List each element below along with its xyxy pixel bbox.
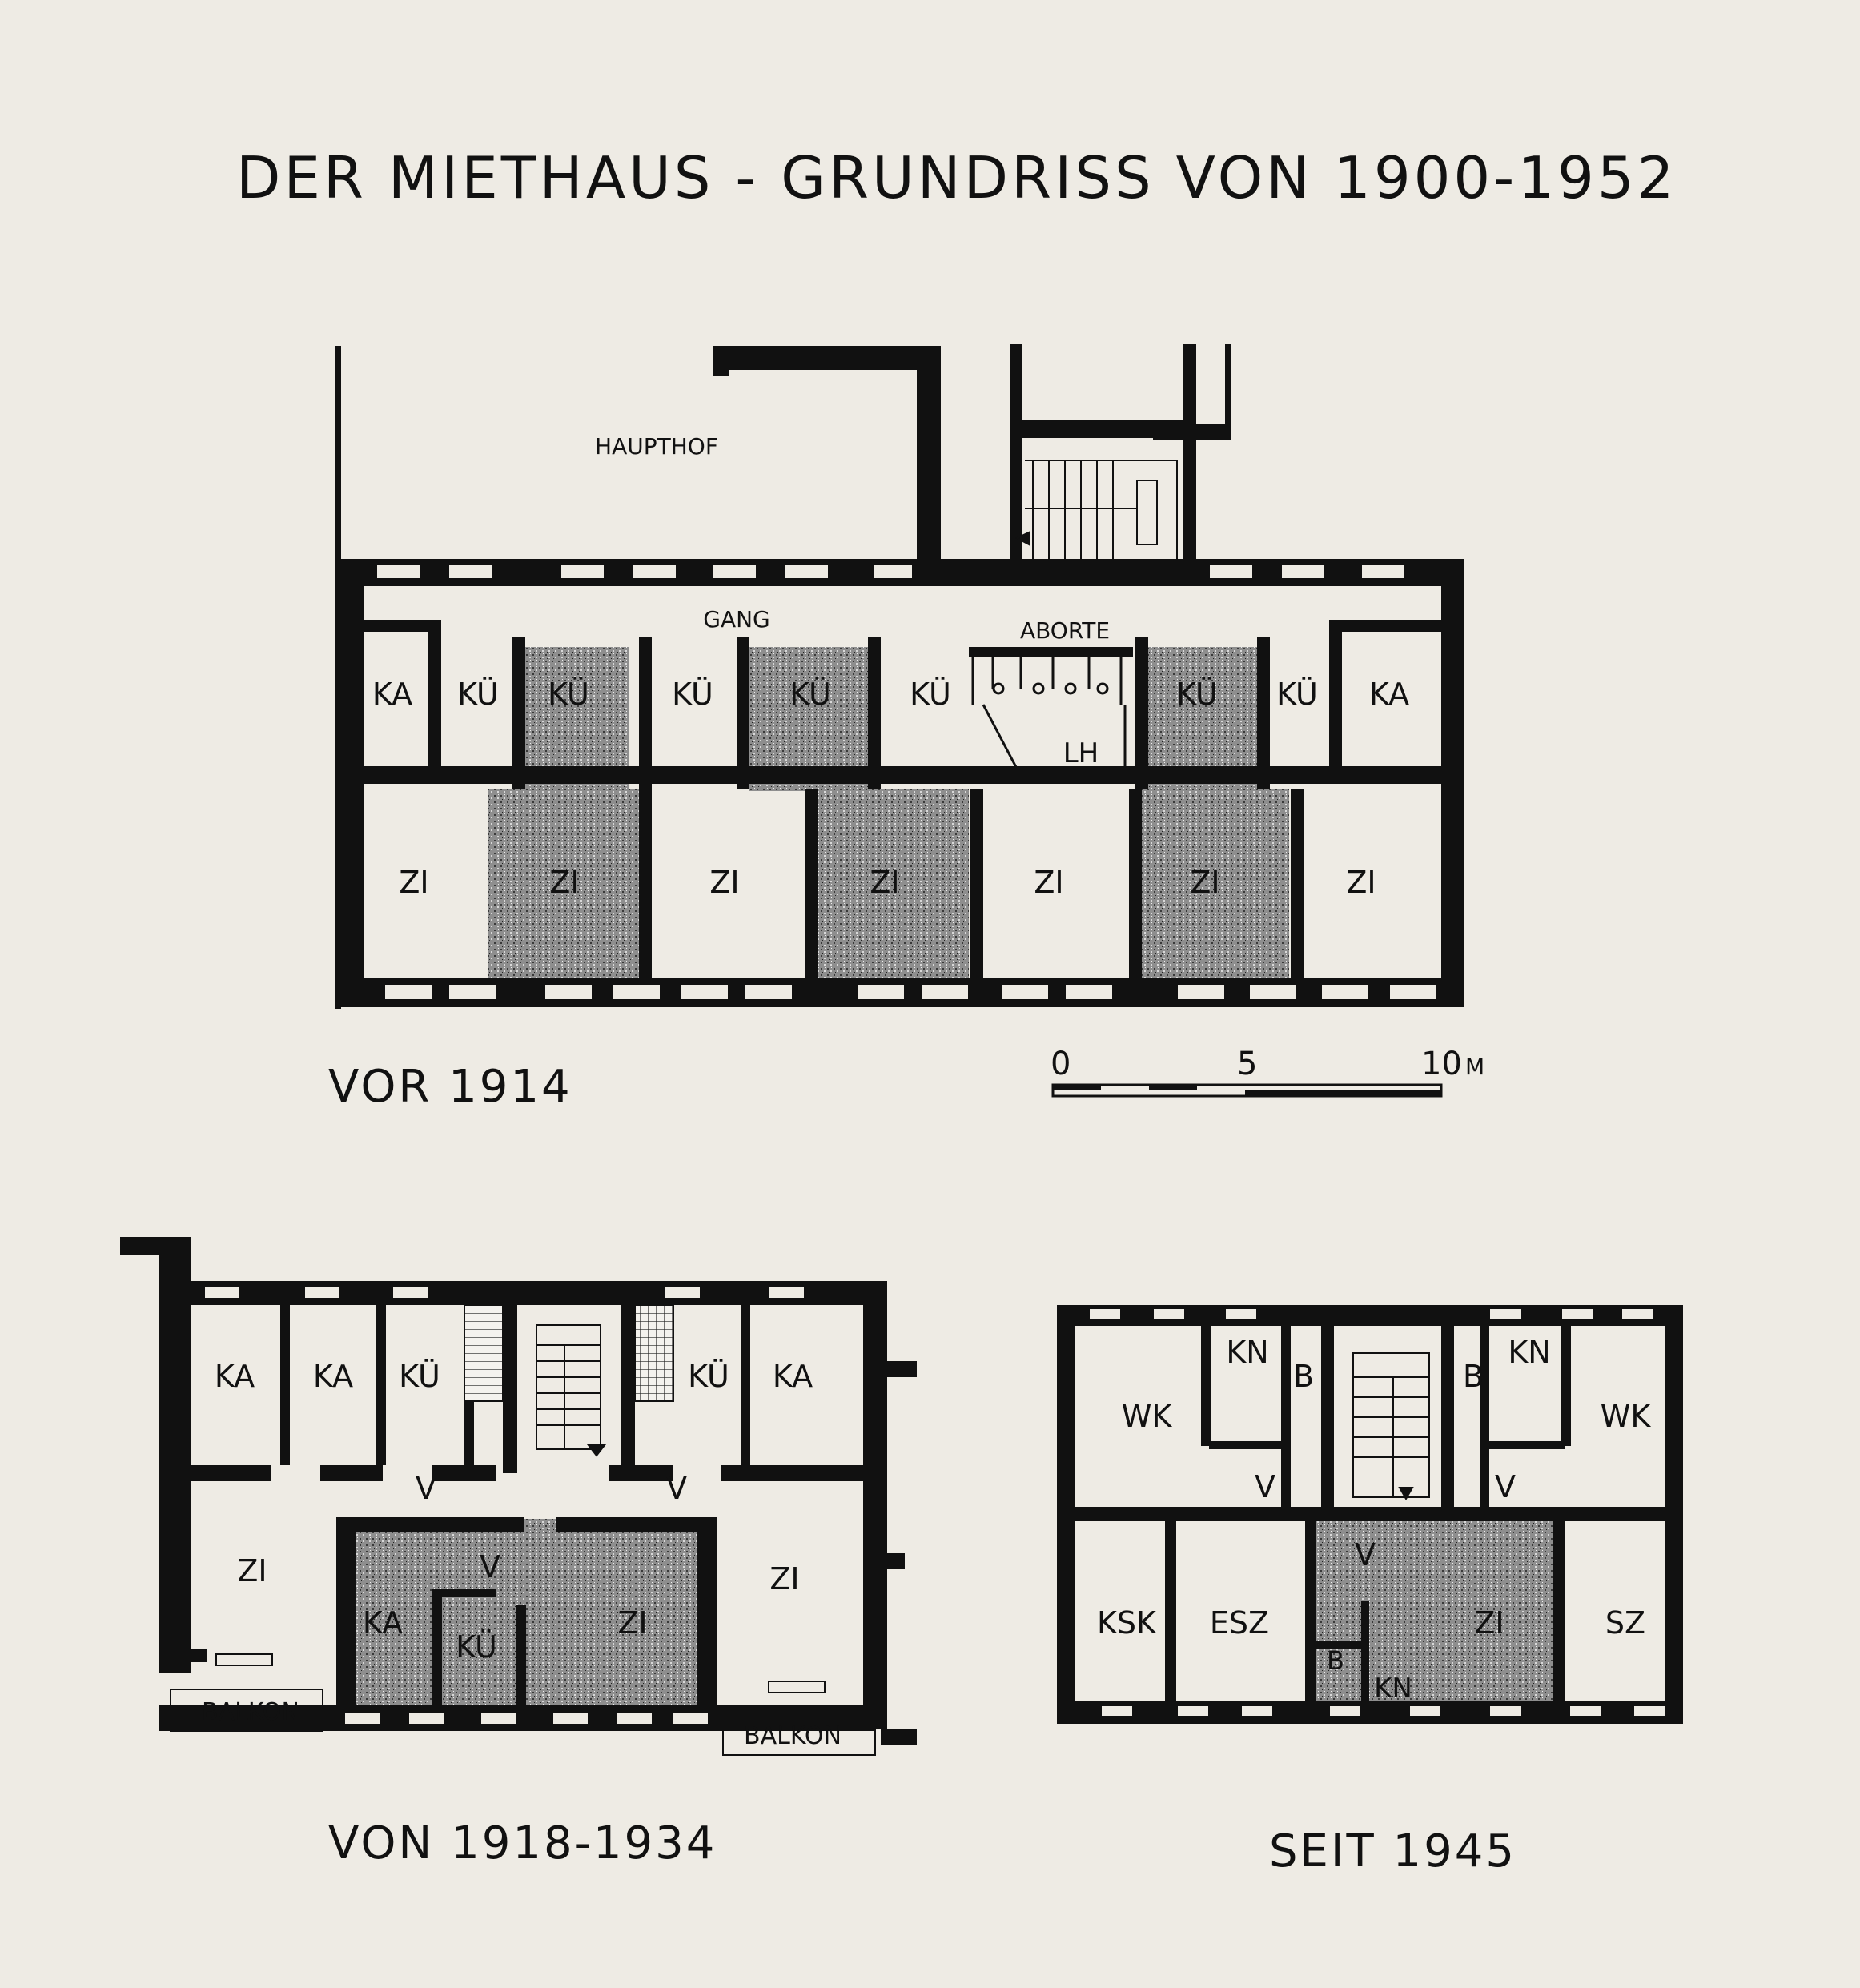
shaded-apartment-area [1313, 1521, 1557, 1709]
label-zi: ZI [1346, 865, 1376, 900]
label-gang: GANG [703, 606, 770, 633]
label-kn: KN [1226, 1335, 1269, 1370]
label-kn: KN [1374, 1673, 1412, 1705]
label-kue: KÜ [399, 1359, 440, 1394]
shaded-apartment-area [488, 647, 1289, 981]
label-ka: KA [362, 1605, 404, 1641]
caption-vor-1914: VOR 1914 [328, 1061, 572, 1113]
tiled-bathrooms [464, 1305, 673, 1401]
caption-seit-1945: SEIT 1945 [1269, 1825, 1517, 1878]
label-b: B [1462, 1359, 1484, 1394]
label-ka: KA [312, 1359, 354, 1394]
page-title: DER MIETHAUS - GRUNDRISS VON 1900-1952 [236, 144, 1677, 211]
label-v: V [666, 1471, 687, 1506]
label-aborte: ABORTE [1019, 617, 1111, 644]
label-zi: ZI [399, 865, 429, 900]
label-wk: WK [1121, 1399, 1172, 1434]
label-kue: KÜ [1176, 677, 1218, 712]
plan-von-1918-1934 [120, 1237, 917, 1755]
walls [120, 1237, 917, 1745]
label-kue: KÜ [789, 677, 831, 712]
label-zi: ZI [237, 1553, 267, 1588]
label-ka: KA [772, 1359, 813, 1394]
label-zi: ZI [549, 865, 580, 900]
label-kue: KÜ [672, 677, 713, 712]
label-ka: KA [372, 677, 413, 712]
label-balkon: BALKON [744, 1722, 842, 1750]
label-kue: KÜ [1276, 677, 1318, 712]
label-sz: SZ [1605, 1605, 1646, 1641]
label-v: V [480, 1549, 500, 1584]
label-zi: ZI [709, 865, 740, 900]
label-kue: KÜ [456, 1629, 497, 1665]
label-kue: KÜ [548, 677, 589, 712]
staircase [1017, 460, 1177, 560]
label-zi: ZI [870, 865, 900, 900]
scale-unit: M [1465, 1054, 1485, 1080]
label-lh: LH [1063, 737, 1099, 769]
label-zi: ZI [769, 1561, 800, 1596]
label-ka: KA [1368, 677, 1410, 712]
label-esz: ESZ [1209, 1605, 1270, 1641]
label-wk: WK [1600, 1399, 1651, 1434]
label-kue: KÜ [688, 1359, 729, 1394]
label-b: B [1292, 1359, 1315, 1394]
label-b: B [1327, 1645, 1344, 1676]
label-kue: KÜ [910, 677, 951, 712]
plan-seit-1945 [1057, 1305, 1683, 1724]
label-kn: KN [1508, 1335, 1551, 1370]
label-v: V [416, 1471, 436, 1506]
staircase [536, 1325, 605, 1456]
caption-von-1918-1934: VON 1918-1934 [328, 1817, 717, 1870]
toilets [973, 653, 1125, 769]
scale-tick-10: 10 [1421, 1046, 1462, 1082]
scale-bar [1051, 1046, 1484, 1096]
scale-tick-0: 0 [1051, 1046, 1071, 1082]
label-v: V [1495, 1469, 1516, 1504]
label-zi: ZI [617, 1605, 648, 1641]
label-ka: KA [214, 1359, 255, 1394]
label-haupthof: HAUPTHOF [595, 433, 718, 460]
plan-vor-1914 [335, 344, 1464, 1009]
label-v: V [1355, 1537, 1376, 1572]
staircase [1353, 1353, 1429, 1499]
label-v: V [1255, 1469, 1275, 1504]
scale-tick-5: 5 [1237, 1046, 1258, 1082]
label-balkon: BALKON [202, 1698, 299, 1726]
label-kue: KÜ [457, 677, 499, 712]
label-zi: ZI [1474, 1605, 1504, 1641]
label-zi: ZI [1034, 865, 1064, 900]
label-zi: ZI [1190, 865, 1220, 900]
label-ksk: KSK [1097, 1605, 1156, 1641]
